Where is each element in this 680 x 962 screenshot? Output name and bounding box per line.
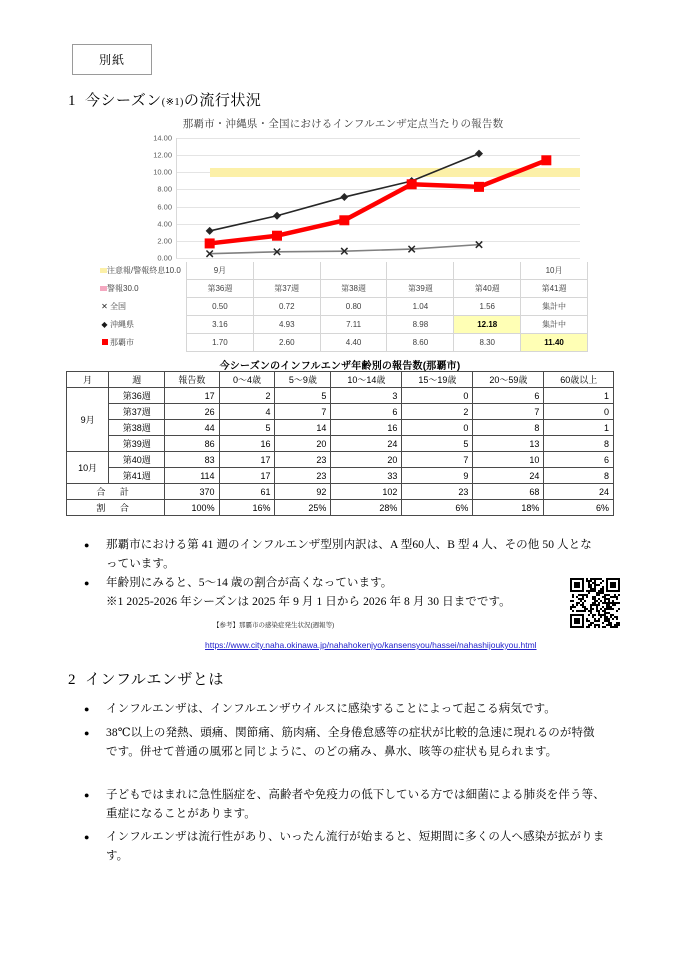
besshi-label-box [72, 44, 152, 75]
age-table-header-cell: 15～19歳 [402, 372, 473, 388]
age-table-week-cell: 第41週 [109, 468, 165, 484]
data-point-沖縄県 [206, 227, 214, 235]
age-table-week-cell: 第36週 [109, 388, 165, 404]
age-table-ratio-cell: 100% [165, 500, 219, 516]
chart-table-value-cell: 4.40 [320, 333, 387, 351]
chart-table-value-cell: 8.98 [387, 315, 454, 333]
age-table-value-cell: 23 [275, 452, 331, 468]
chart-table-value-cell: 集計中 [521, 297, 588, 315]
reference-label: 【参考】那覇市の感染症発生状況(週報等) [213, 622, 335, 629]
age-table-ratio-cell: 16% [219, 500, 275, 516]
age-table-value-cell: 0 [544, 404, 614, 420]
y-tick-label: 10.00 [153, 167, 172, 177]
age-report-table [66, 371, 614, 516]
age-table-month-cell: 9月 [67, 388, 109, 452]
legend-entry-沖縄県 [98, 315, 187, 333]
age-table-row [67, 420, 614, 436]
chart-table-row-沖縄県 [98, 315, 588, 333]
chart-table-value-cell: 7.11 [320, 315, 387, 333]
age-table-value-cell: 33 [331, 468, 402, 484]
data-point-沖縄県 [475, 150, 483, 158]
age-table-value-cell: 6 [473, 388, 544, 404]
chart-table-month-cell [253, 262, 320, 279]
chart-table-value-cell: 12.18 [454, 315, 521, 333]
chart-table-value-cell: 1.56 [454, 297, 521, 315]
data-point-那覇市 [541, 155, 551, 165]
chart-table-value-cell: 1.70 [187, 333, 254, 351]
age-table-value-cell: 9 [402, 468, 473, 484]
chart-table-week-header: 第39週 [387, 279, 454, 297]
chart-table-value-cell: 0.50 [187, 297, 254, 315]
legend-label-那覇市: 那覇市 [110, 337, 134, 347]
section1-heading [68, 89, 261, 110]
bullet-dot-icon: ● [84, 728, 90, 738]
chart-table-value-cell: 0.72 [253, 297, 320, 315]
chart-table-value-cell: 8.30 [454, 333, 521, 351]
age-table-row [67, 404, 614, 420]
chart-data-table [98, 262, 588, 352]
y-tick-label: 4.00 [157, 219, 172, 229]
chart-table-row-全国 [98, 297, 588, 315]
section2-heading [68, 668, 224, 689]
legend-label-warning: 警報30.0 [107, 283, 139, 293]
chart-table-value-cell: 4.93 [253, 315, 320, 333]
bullet-dot-icon: ● [84, 790, 90, 800]
section2-bullet-text: 子どもではまれに急性脳症を、高齢者や免疫力の低下している方では細菌による肺炎を伴う等、重症になることがあります。 [106, 789, 605, 820]
age-table-week-cell: 第40週 [109, 452, 165, 468]
section2-bullet-4 [84, 828, 606, 866]
legend-swatch-notice [100, 268, 107, 273]
age-table-ratio-cell: 6% [402, 500, 473, 516]
age-table-ratio-label: 割 合 [67, 500, 165, 516]
legend-marker-diamond: ◆ [101, 319, 108, 329]
qr-code-icon [570, 578, 620, 628]
age-table-ratio-cell: 18% [473, 500, 544, 516]
gridline [176, 258, 580, 259]
bullet-dot-icon: ● [84, 540, 90, 550]
age-table-header-cell: 0～4歳 [219, 372, 275, 388]
age-table-value-cell: 17 [219, 468, 275, 484]
age-table-value-cell: 5 [275, 388, 331, 404]
age-table-total-cell: 370 [165, 484, 219, 500]
age-table-header-cell: 月 [67, 372, 109, 388]
chart-table-week-row [98, 279, 588, 297]
data-point-沖縄県 [273, 212, 281, 220]
chart-table-value-cell: 1.04 [387, 297, 454, 315]
age-table-total-cell: 92 [275, 484, 331, 500]
age-table-value-cell: 24 [331, 436, 402, 452]
y-tick-label: 12.00 [153, 150, 172, 160]
age-table-row [67, 388, 614, 404]
chart-table-week-header: 第36週 [187, 279, 254, 297]
age-table-ratio-cell: 28% [331, 500, 402, 516]
age-table-value-cell: 7 [473, 404, 544, 420]
y-tick-label: 0.00 [157, 253, 172, 263]
bullet-dot-icon: ● [84, 578, 90, 588]
chart-table-value-cell: 2.60 [253, 333, 320, 351]
chart-table-month-cell [454, 262, 521, 279]
section2-title: インフルエンザとは [85, 672, 224, 688]
legend-marker-square [102, 339, 108, 345]
note-footnote-season: ※1 2025-2026 年シーズンは 2025 年 9 月 1 日から 2026 年 8 月 30 日までです。 [106, 596, 511, 608]
age-table-header-cell: 5～9歳 [275, 372, 331, 388]
age-table-header-cell: 10～14歳 [331, 372, 402, 388]
y-tick-label: 2.00 [157, 236, 172, 246]
section2-bullet-text: インフルエンザは流行性があり、いったん流行が始まると、短期間に多くの人へ感染が拡がります。 [106, 831, 605, 862]
age-table-month-cell: 10月 [67, 452, 109, 484]
chart-title: 那覇市・沖縄県・全国におけるインフルエンザ定点当たりの報告数 [182, 118, 504, 130]
age-table-value-cell: 5 [219, 420, 275, 436]
section2-bullet-text: インフルエンザは、インフルエンザウイルスに感染することによって起こる病気です。 [106, 703, 556, 715]
age-table-value-cell: 0 [402, 420, 473, 436]
age-table-total-cell: 102 [331, 484, 402, 500]
age-table-value-cell: 20 [331, 452, 402, 468]
age-table-value-cell: 16 [219, 436, 275, 452]
age-table-value-cell: 13 [473, 436, 544, 452]
note-bullet-type-line2: っています。 [106, 558, 175, 570]
note-bullet-age-ratio [84, 574, 606, 612]
age-table-row [67, 452, 614, 468]
legend-entry-那覇市 [98, 333, 187, 351]
chart-plot-area [176, 138, 580, 258]
note-bullet-age-text: 年齢別にみると、5～14 歳の割合が高くなっています。 [106, 577, 393, 589]
age-table-value-cell: 14 [275, 420, 331, 436]
age-table-value-cell: 2 [402, 404, 473, 420]
age-table-value-cell: 16 [331, 420, 402, 436]
age-table-value-cell: 23 [275, 468, 331, 484]
age-table-value-cell: 8 [544, 468, 614, 484]
age-table-value-cell: 8 [473, 420, 544, 436]
y-tick-label: 8.00 [157, 184, 172, 194]
age-table-value-cell: 3 [331, 388, 402, 404]
age-table-value-cell: 6 [331, 404, 402, 420]
chart-table-week-header: 第40週 [454, 279, 521, 297]
chart-y-axis-labels [122, 132, 172, 264]
chart-table-value-cell: 11.40 [521, 333, 588, 351]
age-table-row [67, 468, 614, 484]
chart-table-value-cell: 8.60 [387, 333, 454, 351]
chart-table-week-header: 第38週 [320, 279, 387, 297]
age-table-value-cell: 4 [219, 404, 275, 420]
section2-bullet-1 [84, 700, 606, 719]
age-table-header-cell: 報告数 [165, 372, 219, 388]
chart-series-layer [176, 138, 580, 258]
y-tick-label: 14.00 [153, 133, 172, 143]
age-table-total-cell: 61 [219, 484, 275, 500]
legend-label-notice: 注意報/警報終息10.0 [107, 266, 181, 275]
section2-bullet-text: 38℃以上の発熱、頭痛、関節痛、筋肉痛、全身倦怠感等の症状が比較的急速に現れるのが特徴です。併せて普通の風邪と同じように、のどの痛み、鼻水、咳等の症状も見られます。 [106, 727, 595, 758]
age-table-ratio-row [67, 500, 614, 516]
series-line-那覇市 [210, 160, 547, 243]
y-tick-label: 6.00 [157, 202, 172, 212]
chart-table-week-header: 第41週 [521, 279, 588, 297]
section2-number: 2 [68, 672, 76, 688]
legend-band-warning [98, 279, 187, 297]
age-table-value-cell: 6 [544, 452, 614, 468]
age-table-value-cell: 17 [219, 452, 275, 468]
age-table-week-cell: 第38週 [109, 420, 165, 436]
age-table-value-cell: 7 [275, 404, 331, 420]
legend-band-notice [98, 262, 187, 279]
age-table-value-cell: 24 [473, 468, 544, 484]
age-table-value-cell: 10 [473, 452, 544, 468]
legend-marker-x: ✕ [101, 301, 108, 311]
data-point-那覇市 [339, 215, 349, 225]
age-table-value-cell: 7 [402, 452, 473, 468]
legend-label-全国: 全国 [110, 301, 126, 311]
section2-bullet-2 [84, 724, 606, 762]
bullet-dot-icon: ● [84, 704, 90, 714]
age-table-value-cell: 114 [165, 468, 219, 484]
data-point-那覇市 [205, 238, 215, 248]
chart-table-month-cell [320, 262, 387, 279]
chart-table-month-row [98, 262, 588, 279]
section2-bullet-3 [84, 786, 606, 824]
age-table-row [67, 436, 614, 452]
section1-number: 1 [68, 93, 76, 109]
age-table-total-cell: 68 [473, 484, 544, 500]
chart-table-value-cell: 0.80 [320, 297, 387, 315]
data-point-沖縄県 [340, 193, 348, 201]
age-table-ratio-cell: 25% [275, 500, 331, 516]
section1-title-superscript: (※1) [161, 97, 184, 108]
age-table-value-cell: 1 [544, 388, 614, 404]
section1-title-main: 今シーズン [85, 93, 162, 109]
section1-title-tail: の流行状況 [183, 93, 262, 109]
data-point-那覇市 [272, 231, 282, 241]
besshi-label-text: 別紙 [98, 53, 125, 67]
data-point-那覇市 [474, 182, 484, 192]
age-table-value-cell: 8 [544, 436, 614, 452]
legend-label-沖縄県: 沖縄県 [110, 319, 134, 329]
age-table-header-row [67, 372, 614, 388]
chart-table-month-cell: 9月 [187, 262, 254, 279]
age-table-value-cell: 83 [165, 452, 219, 468]
note-bullet-type-breakdown [84, 536, 606, 574]
age-table-value-cell: 17 [165, 388, 219, 404]
chart-table-month-cell [387, 262, 454, 279]
note-bullet-type-line1: 那覇市における第 41 週のインフルエンザ型別内訳は、A 型60人、B 型 4 人、その他 50 人とな [106, 539, 592, 551]
age-table-value-cell: 26 [165, 404, 219, 420]
legend-entry-全国 [98, 297, 187, 315]
age-table-value-cell: 1 [544, 420, 614, 436]
age-table-value-cell: 44 [165, 420, 219, 436]
chart-table-month-cell: 10月 [521, 262, 588, 279]
age-table-value-cell: 20 [275, 436, 331, 452]
chart-table-row-那覇市 [98, 333, 588, 351]
age-table-total-row [67, 484, 614, 500]
age-table-header-cell: 20～59歳 [473, 372, 544, 388]
age-table-week-cell: 第37週 [109, 404, 165, 420]
bullet-dot-icon: ● [84, 832, 90, 842]
age-table-week-cell: 第39週 [109, 436, 165, 452]
age-table-value-cell: 86 [165, 436, 219, 452]
age-table-total-label: 合 計 [67, 484, 165, 500]
age-table-total-cell: 23 [402, 484, 473, 500]
chart-table-value-cell: 3.16 [187, 315, 254, 333]
chart-table-week-header: 第37週 [253, 279, 320, 297]
age-table-header-cell: 60歳以上 [544, 372, 614, 388]
age-table-total-cell: 24 [544, 484, 614, 500]
chart-table-value-cell: 集計中 [521, 315, 588, 333]
age-table-title: 今シーズンのインフルエンザ年齢別の報告数(那覇市) [219, 361, 461, 372]
age-table-ratio-cell: 6% [544, 500, 614, 516]
age-table-value-cell: 5 [402, 436, 473, 452]
legend-swatch-warning [100, 286, 107, 291]
series-line-全国 [210, 245, 479, 254]
age-table-header-cell: 週 [109, 372, 165, 388]
age-table-value-cell: 2 [219, 388, 275, 404]
reference-url-link[interactable]: https://www.city.naha.okinawa.jp/nahahokenjyo/kansensyou/hassei/nahashijoukyou.html [205, 640, 537, 650]
age-table-value-cell: 0 [402, 388, 473, 404]
data-point-那覇市 [407, 179, 417, 189]
